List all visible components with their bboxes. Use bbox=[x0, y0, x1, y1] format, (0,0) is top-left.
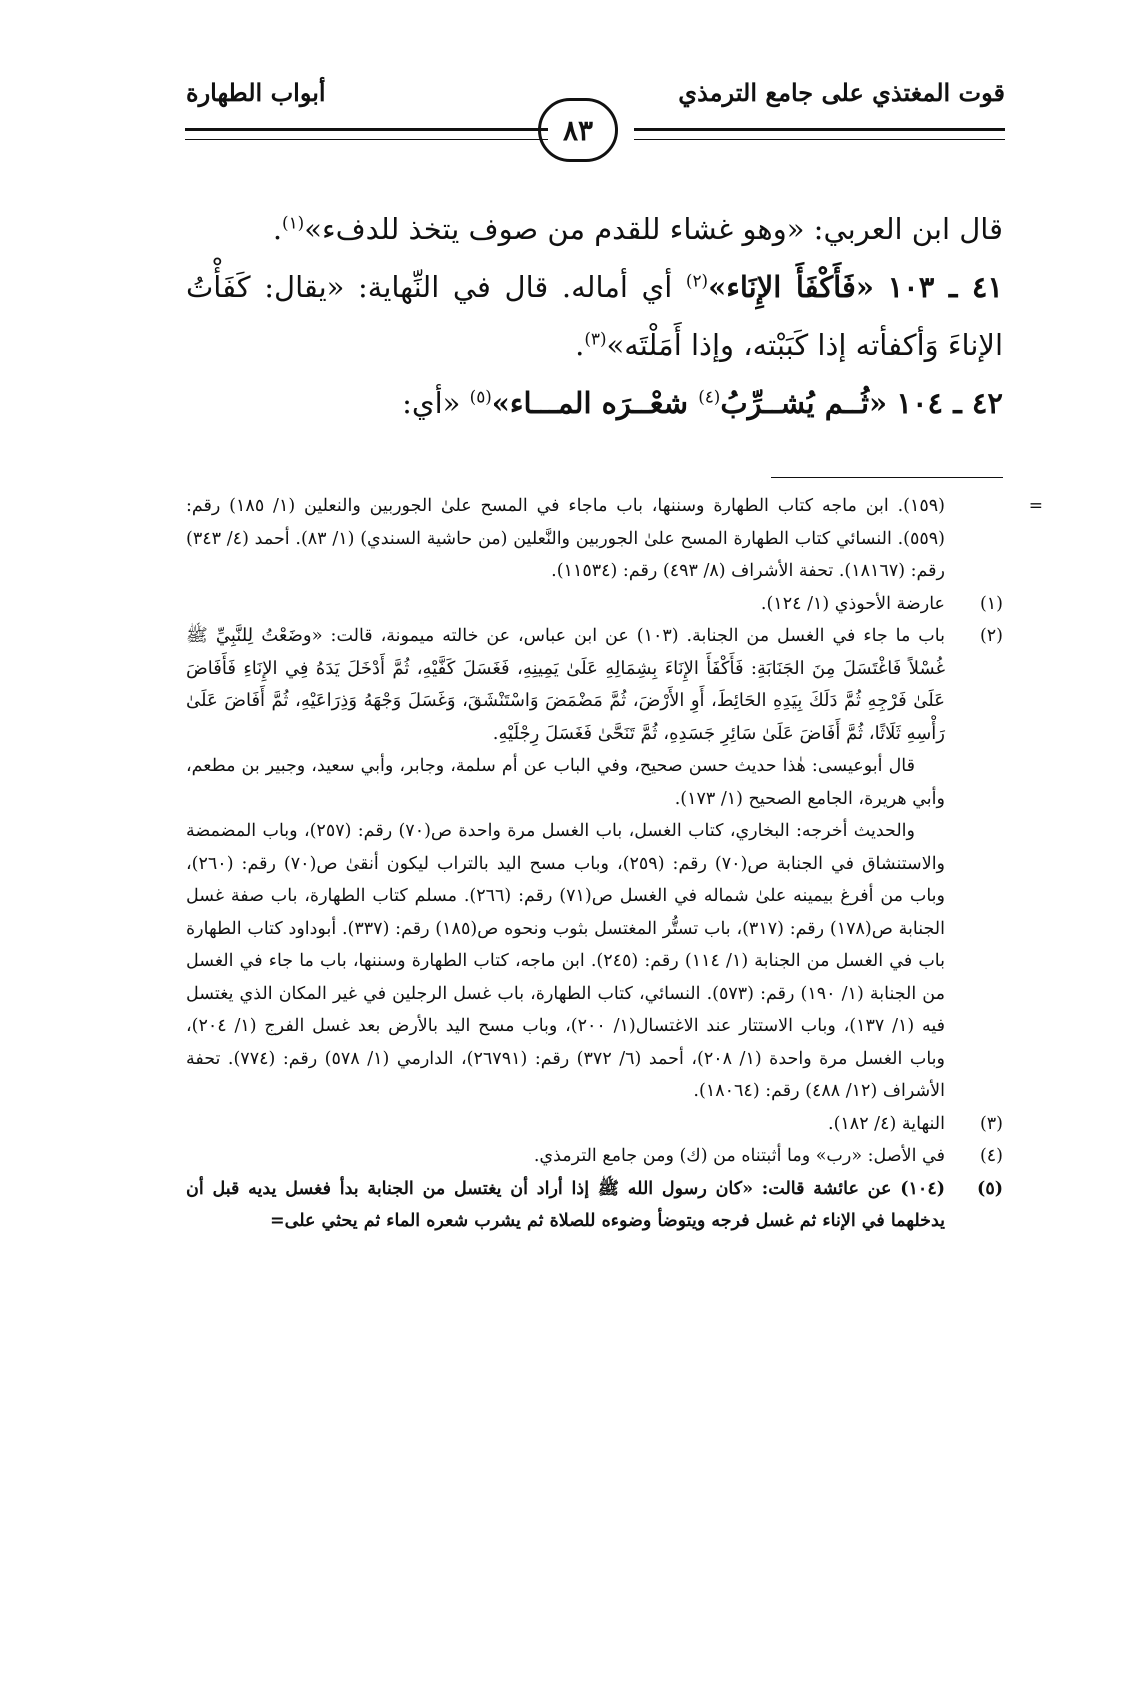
quoted-phrase-akfa: «فَأَكْفَأَ الإِنَاء» bbox=[708, 270, 874, 304]
footnote-ref-1: (١) bbox=[282, 212, 305, 233]
footnote-2-hadith: «وضَعْتُ لِلنَّبِيِّ ﷺ غُسْلاً فَاغْتَسَلَ مِنَ الجَنَابَةِ: فَأَكْفَأَ الإِنَاءَ بِشِمَالِهِ عَلَىٰ يَمِينِهِ، فَغَسَلَ كَفَّيْهِ، ثُمَّ أَدْخَلَ يَدَهُ فِي الإِنَاءِ فَأَفَاضَ عَلَىٰ فَرْجِهِ ثُمَّ دَلَكَ بِيَدِهِ الحَائِطَ، أَوِ الأَرْضَ، ثُمَّ مَضْمَضَ وَاسْتَنْشَقَ، وَغَسَلَ وَجْهَهُ وَذِرَاعَيْهِ، ثُمَّ أَفَاضَ عَلَىٰ رَأْسِهِ ثَلَاثًا، ثُمَّ أَفَاضَ عَلَىٰ سَائِرِ جَسَدِهِ، ثُمَّ تَنَحَّىٰ فَغَسَلَ رِجْلَيْهِ. bbox=[186, 625, 945, 744]
footnote-continuation bbox=[186, 490, 1043, 588]
main-paragraph-2-end: . bbox=[575, 328, 585, 362]
footnote-5 bbox=[186, 1173, 1003, 1238]
footnote-ref-2: (٢) bbox=[685, 270, 709, 291]
page-number-badge bbox=[538, 98, 618, 162]
footnote-3-text: النهاية (٤/ ١٨٢). bbox=[828, 1113, 945, 1134]
footnote-ref-4: (٤) bbox=[698, 386, 721, 407]
footnote-2-intro: باب ما جاء في الغسل من الجنابة. (١٠٣) عن ابن عباس، عن خالته ميمونة، قالت: bbox=[322, 626, 945, 646]
footnote-ref-5: (٥) bbox=[469, 386, 492, 407]
footnote-continuation-text: (١٥٩). ابن ماجه كتاب الطهارة وسننها، باب ماجاء في المسح علىٰ الجوربين والنعلين (١/ ١٨٥) رقم: (٥٥٩). النسائي كتاب الطهارة المسح علىٰ الجوربين والنَّعلين (من حاشية السندي) (١/ ٨٣). أحمد (٤/ ٣٤٣) رقم: (١٨١٦٧). تحفة الأشراف (٨/ ٤٩٣) رقم: (١١٥٣٤). bbox=[186, 496, 945, 581]
main-paragraph-3-tail: «أي: bbox=[402, 386, 470, 420]
page-number: ٨٣ bbox=[562, 113, 594, 147]
footnote-4-text: في الأصل: «رب» وما أثبتناه من (ك) ومن جامع الترمذي. bbox=[533, 1146, 945, 1166]
footnote-2-paragraph-3: والحديث أخرجه: البخاري، كتاب الغسل، باب الغسل مرة واحدة ص(٧٠) رقم: (٢٥٧)، وباب المضمضة والاستنشاق في الجنابة ص(٧٠) رقم: (٢٥٩)، وباب مسح اليد بالتراب ليكون أنقىٰ ص(٧٠) رقم: (٢٦٠)، وباب من أفرغ بيمينه علىٰ شماله في الغسل ص(٧١) رقم: (٢٦٦). مسلم كتاب الطهارة، باب صفة غسل الجنابة ص(١٧٨) رقم: (٣١٧)، باب تستُّر المغتسل بثوب ونحوه ص(١٨٥) رقم: (٣٣٧). أبوداود كتاب الطهارة باب في الغسل من الجنابة (١/ ١١٤) رقم: (٢٤٥). ابن ماجه، كتاب الطهارة وسننها، باب ما جاء في الغسل من الجنابة (١/ ١٩٠) رقم: (٥٧٣). النسائي، كتاب الطهارة، باب غسل الرجلين في غير المكان الذي يغتسل فيه (١/ ١٣٧)، وباب الاستتار عند الاغتسال(١/ ٢٠٠)، وباب مسح اليد بالأرض بعد غسل الفرج (١/ ٢٠٤)، وباب الغسل مرة واحدة (١/ ٢٠٨)، أحمد (٦/ ٣٧٢) رقم: (٢٦٧٩١)، الدارمي (١/ ٥٧٨) رقم: (٧٧٤). تحفة الأشراف (١٢/ ٤٨٨) رقم: (١٨٠٦٤). bbox=[186, 821, 946, 1101]
main-line-1-text: قال ابن العربي: «وهو غشاء للقدم من صوف يتخذ للدفء» bbox=[304, 212, 1003, 246]
footnote-separator bbox=[771, 477, 1003, 478]
footnote-3-marker: (٣) bbox=[979, 1113, 1003, 1134]
footnote-1-marker: (١) bbox=[979, 593, 1003, 614]
chapter-title: أبواب الطهارة bbox=[186, 78, 326, 107]
footnote-5-text: (١٠٤) عن عائشة قالت: «كان رسول الله ﷺ إذا أراد أن يغتسل من الجنابة بدأ فغسل يديه قبل أن يدخلهما في الإناء ثم غسل فرجه ويتوضأ وضوءه للصلاة ثم يشرب شعره الماء ثم يحثي على= bbox=[186, 1178, 945, 1231]
footnote-4-marker: (٤) bbox=[979, 1146, 1003, 1166]
footnote-1 bbox=[186, 588, 1003, 621]
header-rule-left bbox=[185, 128, 548, 140]
quoted-phrase-yushrib: «ثُــم يُشــرِّبُ bbox=[720, 386, 888, 420]
header-rule-right bbox=[634, 128, 1005, 140]
footnote-2-paragraph-1 bbox=[186, 620, 945, 750]
footnote-4 bbox=[186, 1140, 1003, 1173]
main-line-1 bbox=[186, 200, 1003, 258]
hadith-number-42: ٤٢ ـ ١٠٤ bbox=[896, 386, 1003, 420]
footnote-2-paragraph-2: قال أبوعيسى: هٰذا حديث حسن صحيح، وفي الباب عن أم سلمة، وجابر، وأبي سعيد، وجبير بن مطعم، وأبي هريرة، الجامع الصحيح (١/ ١٧٣). bbox=[186, 756, 945, 809]
footnotes bbox=[186, 490, 1043, 1238]
footnote-3 bbox=[186, 1108, 1003, 1141]
footnote-2 bbox=[186, 620, 1003, 1108]
main-line-1-end: . bbox=[272, 212, 283, 246]
continuation-marker: = bbox=[1028, 496, 1043, 516]
main-paragraph-3 bbox=[186, 374, 1003, 432]
footnote-2-marker: (٢) bbox=[979, 626, 1003, 646]
main-paragraph-2 bbox=[186, 258, 1003, 374]
quoted-phrase-shaarahu: شعْــرَه المـــاء» bbox=[491, 386, 699, 420]
footnote-5-marker: (٥) bbox=[977, 1178, 1003, 1199]
book-title: قوت المغتذي على جامع الترمذي bbox=[678, 78, 1005, 107]
main-text bbox=[186, 200, 1003, 432]
footnote-ref-3: (٣) bbox=[584, 328, 607, 349]
footnote-1-text: عارضة الأحوذي (١/ ١٢٤). bbox=[760, 593, 945, 614]
hadith-number-41: ٤١ ـ ١٠٣ bbox=[887, 270, 1003, 304]
main-paragraph-2-text: أي أماله. قال في النِّهاية: «يقال: كَفَأْتُ الإناءَ وَأكفأته إذا كَبَبْته، وإذا أَمَلْتَه» bbox=[186, 270, 1003, 362]
